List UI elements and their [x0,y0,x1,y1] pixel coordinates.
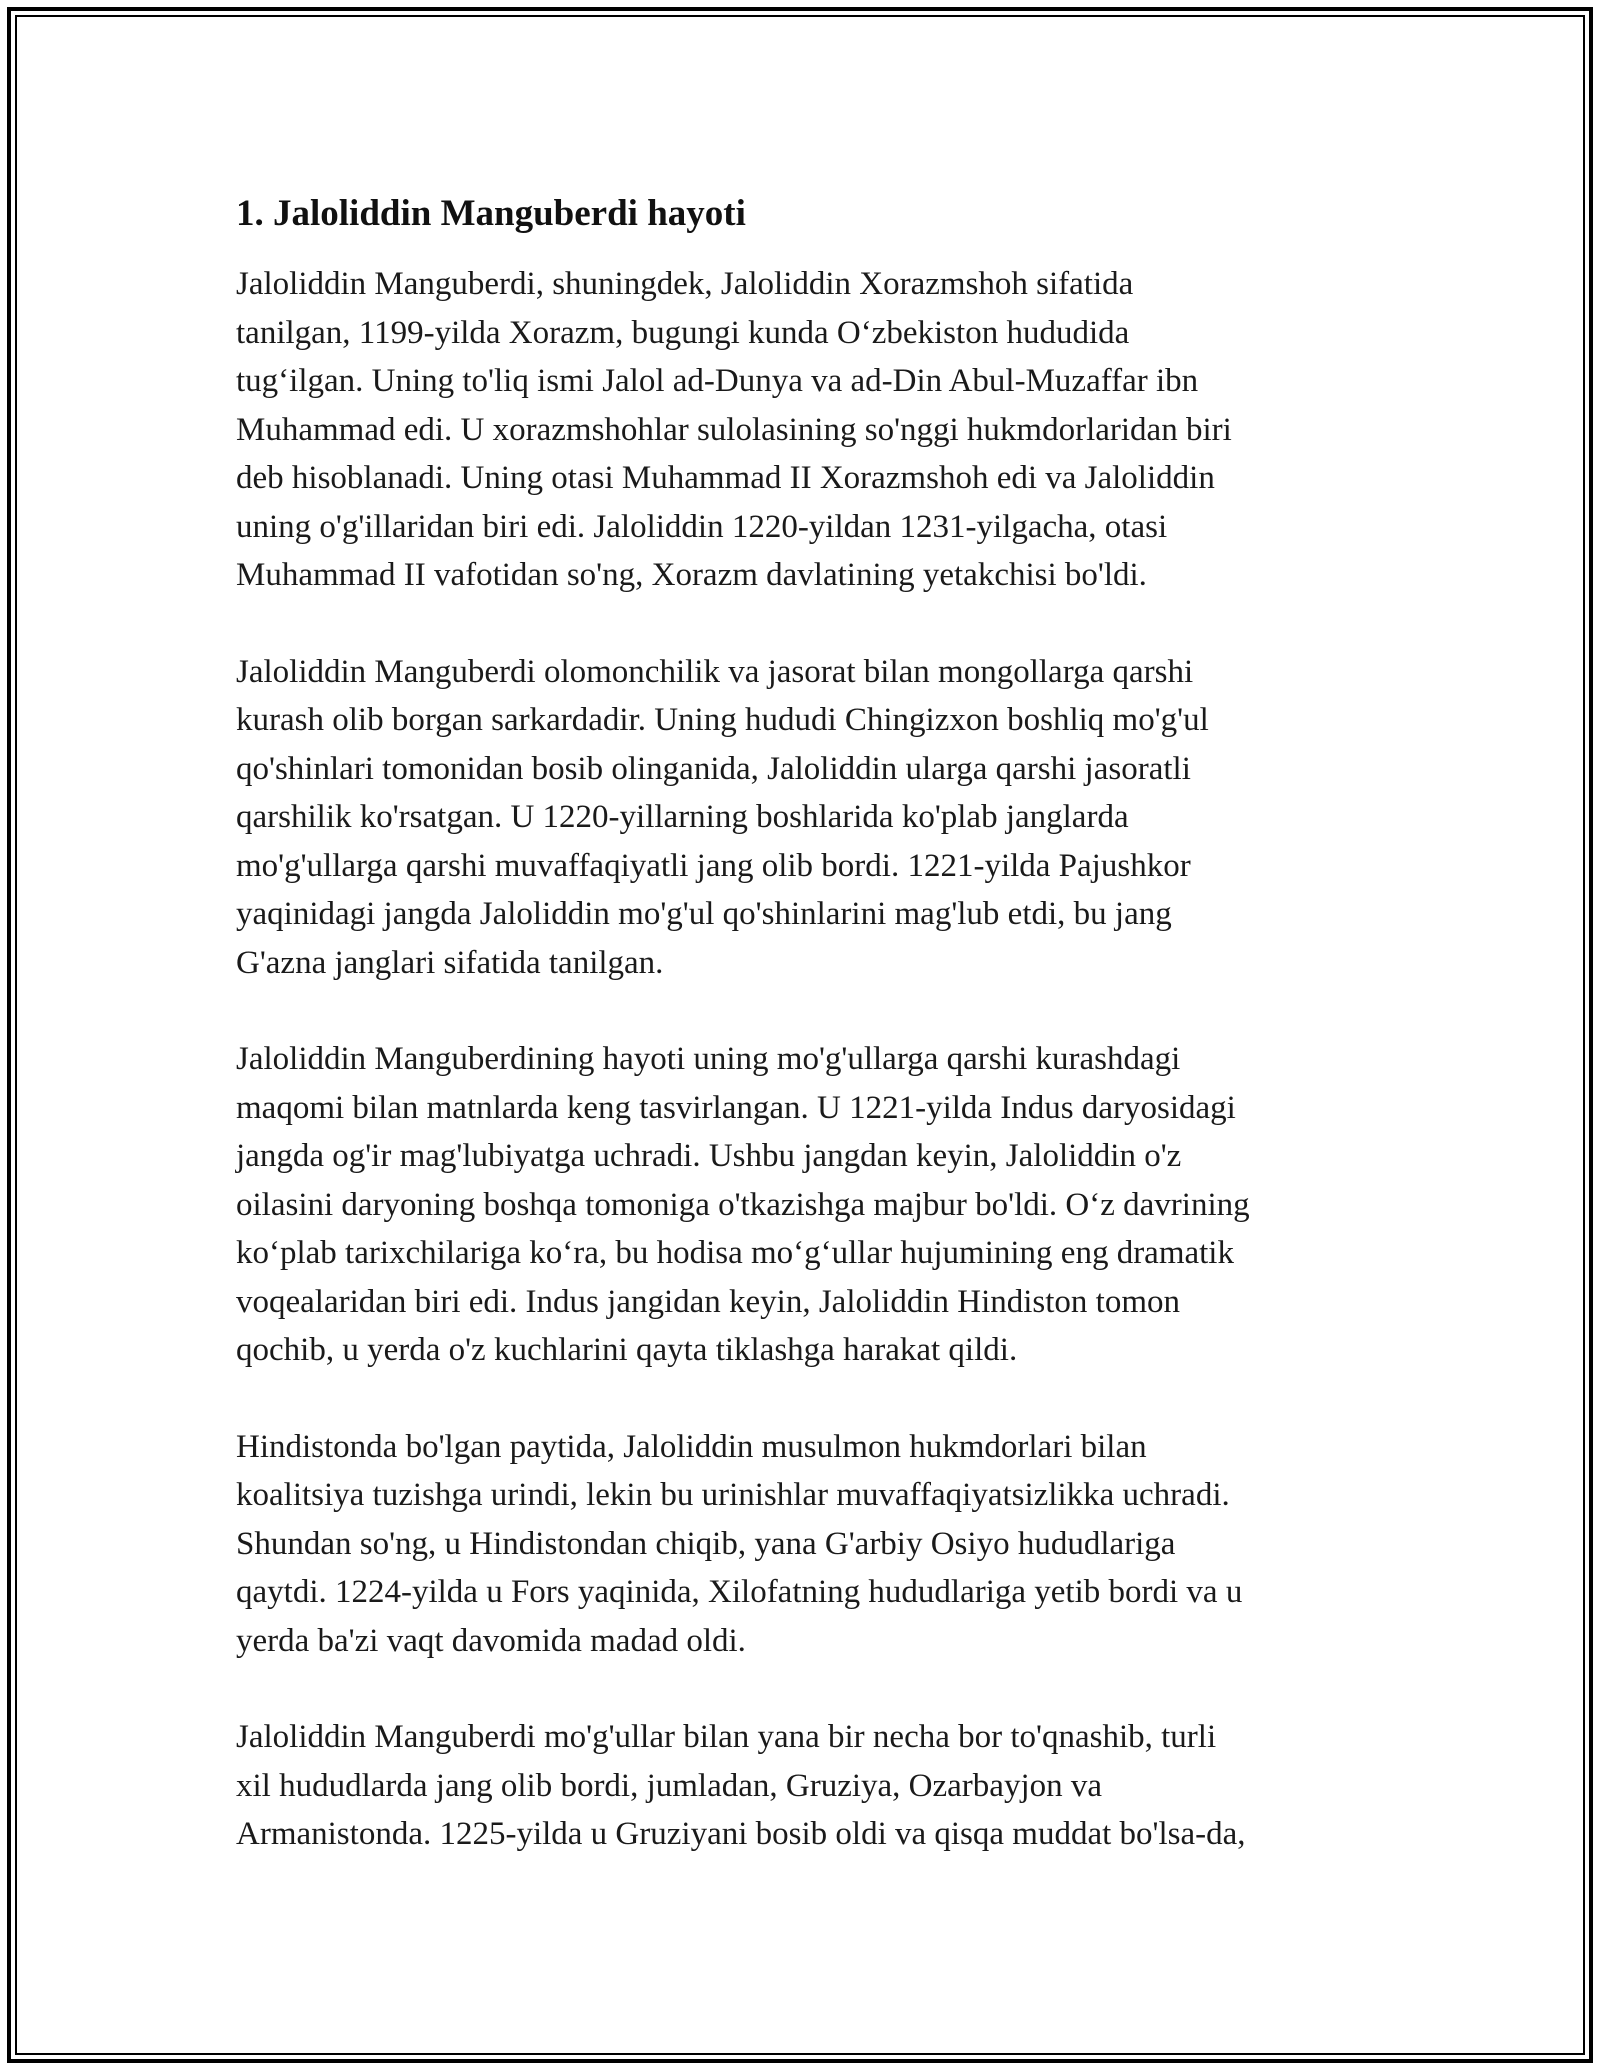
text-line: voqealaridan biri edi. Indus jangidan keyin, Jaloliddin Hindiston tomon [236,1283,1181,1320]
section-heading: 1. Jaloliddin Manguberdi hayoti [236,193,746,234]
text-line: maqomi bilan matnlarda keng tasvirlangan. U 1221-yilda Indus daryosidagi [236,1089,1236,1126]
text-line: kurash olib borgan sarkardadir. Uning hududi Chingizxon boshliq mo'g'ul [236,702,1209,738]
text-line: G'azna janglari sifatida tanilgan. [236,944,664,981]
text-line: Hindistonda bo'lgan paytida, Jaloliddin musulmon hukmdorlari bilan [236,1428,1147,1465]
text-line: Armanistonda. 1225-yilda u Gruziyani bosib oldi va qisqa muddat bo'lsa-da, [236,1816,1246,1852]
text-line: Jaloliddin Manguberdi, shuningdek, Jaloliddin Xorazmshoh sifatida [236,266,1134,302]
text-line: yerda ba'zi vaqt davomida madad oldi. [236,1622,746,1659]
text-line: jangda og'ir mag'lubiyatga uchradi. Ushbu jangdan keyin, Jaloliddin o'z [236,1138,1182,1174]
text-line: mo'g'ullarga qarshi muvaffaqiyatli jang olib bordi. 1221-yilda Pajushkor [236,847,1191,884]
text-line: ko‘plab tarixchilariga ko‘ra, bu hodisa mo‘g‘ullar hujumining eng dramatik [236,1235,1234,1271]
text-line: uning o'g'illaridan biri edi. Jaloliddin 1220-yildan 1231-yilgacha, otasi [236,508,1168,545]
text-line: Jaloliddin Manguberdi olomonchilik va jasorat bilan mongollarga qarshi [236,653,1194,690]
text-line: qo'shinlari tomonidan bosib olinganida, Jaloliddin ularga qarshi jasoratli [236,750,1191,787]
paragraph-3 [236,1035,1376,1375]
text-line: Jaloliddin Manguberdining hayoti uning mo'g'ullarga qarshi kurashdagi [236,1041,1181,1077]
text-line: qochib, u yerda o'z kuchlarini qayta tiklashga harakat qildi. [236,1332,1018,1368]
text-line: Jaloliddin Manguberdi mo'g'ullar bilan yana bir necha bor to'qnashib, turli [236,1719,1217,1755]
text-line: Muhammad II vafotidan so'ng, Xorazm davlatining yetakchisi bo'ldi. [236,557,1147,593]
text-line: deb hisoblanadi. Uning otasi Muhammad II Xorazmshoh edi va Jaloliddin [236,460,1215,496]
paragraph-1 [236,260,1376,600]
text-line: xil hududlarda jang olib bordi, jumladan, Gruziya, Ozarbayjon va [236,1767,1103,1804]
text-line: qaytdi. 1224-yilda u Fors yaqinida, Xilofatning hududlariga yetib bordi va u [236,1574,1243,1610]
paragraph-4 [236,1423,1376,1666]
text-line: tanilgan, 1199-yilda Xorazm, bugungi kunda O‘zbekiston hududida [236,314,1130,351]
paragraph-5 [236,1713,1376,1859]
document-body [236,186,1376,1907]
text-line: qarshilik ko'rsatgan. U 1220-yillarning boshlarida ko'plab janglarda [236,799,1129,835]
text-line: Muhammad edi. U xorazmshohlar sulolasining so'nggi hukmdorlaridan biri [236,411,1232,448]
text-line: Shundan so'ng, u Hindistondan chiqib, yana G'arbiy Osiyo hududlariga [236,1525,1176,1562]
text-line: oilasini daryoning boshqa tomoniga o'tkazishga majbur bo'ldi. O‘z davrining [236,1186,1250,1223]
text-line: yaqinidagi jangda Jaloliddin mo'g'ul qo'shinlarini mag'lub etdi, bu jang [236,896,1172,932]
text-line: tug‘ilgan. Uning to'liq ismi Jalol ad-Dunya va ad-Din Abul-Muzaffar ibn [236,363,1199,399]
text-line: koalitsiya tuzishga urindi, lekin bu urinishlar muvaffaqiyatsizlikka uchradi. [236,1477,1230,1513]
paragraph-2 [236,648,1376,988]
